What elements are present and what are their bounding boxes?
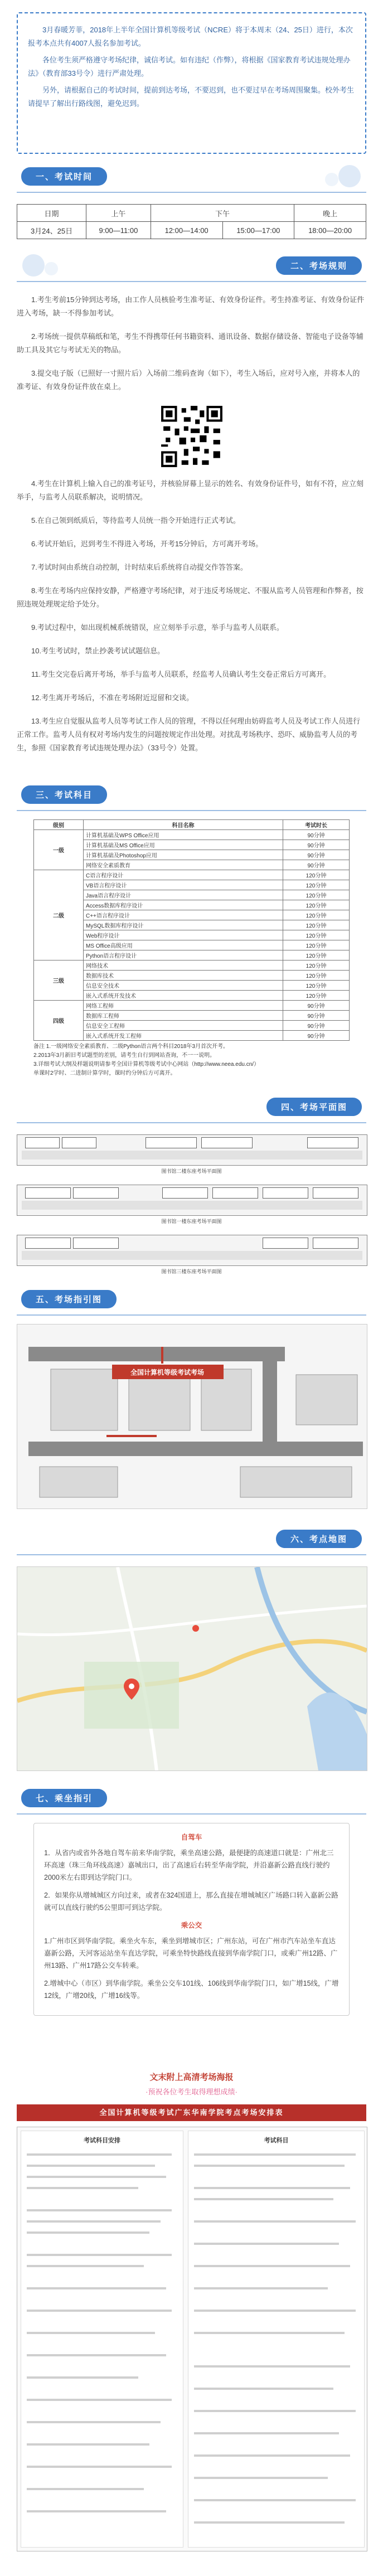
rule-item: 7.考试时间由系统自动控制，计时结束后系统将自动提交作答答案。 (31, 563, 248, 571)
rule-item: 1.考生考前15分钟到达考场，由工作人员核验考生准考证、有效身份证件。考生持准考证、有效身份证件进入考场，缺一不得参加考试。 (17, 295, 365, 317)
section-header-transport (17, 1781, 366, 1815)
poster-left-title: 考试科目安排 (84, 2137, 120, 2144)
rule-item: 6.考试开始后，迟到考生不得进入考场，开考15分钟后，方可离开考场。 (31, 540, 263, 548)
subject-name: Java语言程序设计 (84, 890, 283, 900)
schedule-slot: 9:00—11:00 (86, 222, 151, 239)
subject-duration: 90分钟 (283, 830, 350, 840)
subject-duration: 120分钟 (283, 920, 350, 930)
subject-duration: 90分钟 (283, 1021, 350, 1031)
note-line: 2.2013年3月新旧考试题型的差别，请考生自行到网站查询，不一一说明。 (33, 1052, 216, 1059)
subject-duration: 90分钟 (283, 1011, 350, 1021)
schedule-header-morning: 上午 (86, 205, 151, 222)
subject-name: C++语言程序设计 (84, 910, 283, 920)
poster-right-page (188, 2131, 365, 2548)
floorplan-1 (17, 1134, 367, 1166)
schedule-header-date: 日期 (17, 205, 86, 222)
subject-name: 计算机基础及WPS Office应用 (84, 830, 283, 840)
rule-item: 2.考场统一提供草稿纸和笔，考生不得携带任何书籍资料、通讯设备、数据存储设备、智能电子设备等辅助工具及其它与考试无关的物品。 (17, 332, 363, 354)
floorplan-3 (17, 1235, 367, 1266)
schedule-date: 3月24、25日 (17, 222, 86, 239)
subject-name: 计算机基础及MS Office应用 (84, 840, 283, 850)
subject-name: 网络工程师 (84, 1001, 283, 1011)
level-cell: 一级 (34, 830, 84, 870)
subject-duration: 120分钟 (283, 910, 350, 920)
subject-duration: 90分钟 (283, 850, 350, 860)
poster-right-title: 考试科目 (264, 2137, 289, 2144)
rule-item: 13.考生应自觉服从监考人员等考试工作人员的管理，不得以任何理由妨碍监考人员及考试工作人员进行正常工作。监考人员有权对考场内发生的问题按规定作出处理。对扰乱考场秩序、恐吓、威胁监考人员的考生，参照《国家教育考试违规处理办法》（33号令）处置。 (17, 717, 361, 752)
section-header-guide (17, 1282, 366, 1316)
intro-paragraph-3: 另外，请根据自己的考试时间，提前到达考场，不要迟到，也不要过早在考场周围聚集。校外考生请提早了解出行路线图，避免迟到。 (28, 86, 355, 108)
subject-duration: 120分钟 (283, 950, 350, 960)
section-title: 二、考场规则 (276, 256, 362, 275)
subject-duration: 120分钟 (283, 981, 350, 991)
qr-code-icon (159, 404, 225, 469)
subjects-table (33, 819, 350, 1041)
poster-image (17, 2127, 367, 2551)
subject-name: VB语言程序设计 (84, 880, 283, 890)
section-header-subjects (17, 778, 366, 811)
intro-notice-box (17, 12, 366, 154)
subjects-header-name: 科目名称 (84, 820, 283, 830)
promo-line-2: ·预祝各位考生取得理想成绩· (146, 2088, 237, 2096)
rule-item: 9.考试过程中，如出现机械系统错误，应立刻举手示意，举手与监考人员联系。 (31, 623, 284, 632)
directions-paragraph: 2.增城中心（市区）到华南学院。乘坐公交车101线、106线到华南学院门口，如广增15线，广增12线，广增20线，广增16线等。 (44, 1980, 339, 2000)
subject-name: 嵌入式系统开发工程师 (84, 1031, 283, 1041)
subject-duration: 90分钟 (283, 1001, 350, 1011)
exam-schedule-table (17, 204, 366, 239)
level-cell: 三级 (34, 960, 84, 1001)
intro-paragraph-2: 各位考生须严格遵守考场纪律，诚信考试。如有违纪（作弊），将根据《国家教育考试违规处理办法》（教育部33号令）进行严肃处理。 (28, 56, 351, 77)
level-cell: 四级 (34, 1001, 84, 1041)
floorplan-caption: 图书馆一楼东座考场平面图 (161, 1219, 222, 1224)
subject-name: Python语言程序设计 (84, 950, 283, 960)
directions-heading-bus: 乘公交 (181, 1922, 202, 1929)
subject-duration: 120分钟 (283, 940, 350, 950)
note-line: 备注 1.一级网络安全素质教育、二级Python语言两个科目2018年3月首次开考。 (33, 1044, 229, 1050)
subject-name: 数据库工程师 (84, 1011, 283, 1021)
poster-left-page (21, 2131, 183, 2548)
subject-duration: 120分钟 (283, 930, 350, 940)
subject-name: 信息安全工程师 (84, 1021, 283, 1031)
section-title: 三、考试科目 (21, 785, 107, 804)
rule-item: 11.考生交完卷后离开考场，举手与监考人员联系，经监考人员确认考生交卷正常后方可离开。 (31, 670, 331, 678)
subject-duration: 120分钟 (283, 960, 350, 971)
section-title: 六、考点地图 (276, 1530, 362, 1548)
subject-duration: 120分钟 (283, 900, 350, 910)
rule-item: 12.考生离开考场后，不准在考场附近逗留和交谈。 (31, 693, 194, 702)
campus-guide-map (17, 1324, 367, 1509)
section-header-location (17, 1522, 366, 1555)
section-header-rules (17, 249, 366, 282)
schedule-slot: 12:00—14:00 (151, 222, 222, 239)
note-line: 单课时2学时、二进制计算学时，课时约分钟后方可离开。 (33, 1070, 176, 1076)
subject-name: 嵌入式系统开发技术 (84, 991, 283, 1001)
floorplan-2 (17, 1185, 367, 1216)
subjects-header-duration: 考试时长 (283, 820, 350, 830)
subjects-notes (33, 1042, 350, 1078)
subject-name: MS Office高级应用 (84, 940, 283, 950)
schedule-header-evening: 晚上 (294, 205, 366, 222)
subject-name: 信息安全技术 (84, 981, 283, 991)
floorplan-caption: 图书馆三楼东座考场平面图 (161, 1269, 222, 1274)
section-title: 四、考场平面图 (266, 1098, 362, 1116)
level-cell: 二级 (34, 870, 84, 960)
subject-duration: 90分钟 (283, 840, 350, 850)
subject-name: Access数据库程序设计 (84, 900, 283, 910)
subject-duration: 90分钟 (283, 1031, 350, 1041)
section-title: 一、考试时间 (21, 167, 107, 186)
schedule-header-afternoon: 下午 (151, 205, 294, 222)
rule-item: 4.考生在计算机上输入自己的准考证号，并核验屏幕上显示的姓名、有效身份证件号，如有不符，应立刻举手，与监考人员联系解决，说明情况。 (17, 479, 363, 501)
subject-name: 计算机基础及Photoshop应用 (84, 850, 283, 860)
rule-item: 10.考生考试时，禁止抄袭考试试题信息。 (31, 647, 165, 655)
subject-name: C语言程序设计 (84, 870, 283, 880)
directions-heading-car: 自驾车 (181, 1833, 202, 1841)
section-decoration-icon (17, 252, 95, 279)
directions-paragraph: 1.广州市区到华南学院。乘坐火车东，乘坐到增城市区；广州东站，可在广州市汽车站坐车直达嘉新公路，天河客运站坐车直达学院，可乘坐特快路线直接到华南学院门口，或乘广州12路、广州13路、广州17路公交车转乘。 (44, 1937, 338, 1969)
poster-banner: 全国计算机等级考试广东华南学院考点考场安排表 (17, 2104, 366, 2121)
section-title: 五、考场指引图 (21, 1290, 117, 1308)
location-map (17, 1566, 367, 1771)
rule-item: 8.考生在考场内应保持安静，严格遵守考场纪律，对于违反考场规定、不服从监考人员管理和作弊者，按照违规处理规定给予处分。 (17, 586, 363, 608)
subject-duration: 120分钟 (283, 880, 350, 890)
exam-rules-text (17, 293, 366, 765)
directions-paragraph: 1．从省内或省外各地自驾车前来华南学院，乘坐高速公路，最便捷的高速道口就是：广州北三环高速（珠三角环线高速）嘉城出口，出了高速后右转至华南学院，并沿嘉新公路直线行驶约2000米左右即到达学院门口。 (44, 1849, 334, 1881)
subject-name: MySQL数据库程序设计 (84, 920, 283, 930)
subject-duration: 120分钟 (283, 991, 350, 1001)
subject-name: 数据库技术 (84, 971, 283, 981)
section-decoration-icon (288, 163, 366, 190)
intro-paragraph-1: 3月春暖芳菲，2018年上半年全国计算机等级考试（NCRE）将于本周末（24、25日）进行，本次报考本点共有4007人报名参加考试。 (28, 26, 353, 47)
subject-name: 网络技术 (84, 960, 283, 971)
subject-duration: 120分钟 (283, 890, 350, 900)
schedule-slot: 15:00—17:00 (222, 222, 294, 239)
note-line: 3.详细考试大纲及样题说明请参考全国计算机等级考试中心网站（http://www.neea.edu.cn/） (33, 1061, 260, 1068)
floorplan-caption: 图书馆二楼东座考场平面图 (161, 1168, 222, 1174)
subject-name: 网络安全素质教育 (84, 860, 283, 870)
transport-directions (33, 1823, 350, 2016)
rule-item: 5.在自己领到纸质后，等待监考人员统一指令开始进行正式考试。 (31, 516, 240, 525)
section-title: 七、乘坐指引 (21, 1789, 107, 1807)
section-header-exam-time (17, 159, 366, 193)
rule-item: 3.提交电子版（已照好一寸照片后）入场前二维码查询（如下），考生入场后，应对号入座，并将本人的准考证、有效身份证件放在桌上。 (17, 369, 360, 391)
subject-duration: 120分钟 (283, 870, 350, 880)
schedule-slot: 18:00—20:00 (294, 222, 366, 239)
subject-name: Web程序设计 (84, 930, 283, 940)
map-venue-label: 全国计算机等级考试考场 (130, 1369, 204, 1376)
subject-duration: 90分钟 (283, 860, 350, 870)
section-header-floorplan (17, 1090, 366, 1123)
directions-paragraph: 2．如果你从增城城区方向过来，或者在324国道上，那么直接在增城城区广场路口转入嘉新公路就可以直线行驶约5公里即可到达学院。 (44, 1891, 338, 1912)
subject-duration: 120分钟 (283, 971, 350, 981)
promo-line-1: 文末附上高清考场海报 (149, 2073, 234, 2082)
subjects-header-level: 级别 (34, 820, 84, 830)
